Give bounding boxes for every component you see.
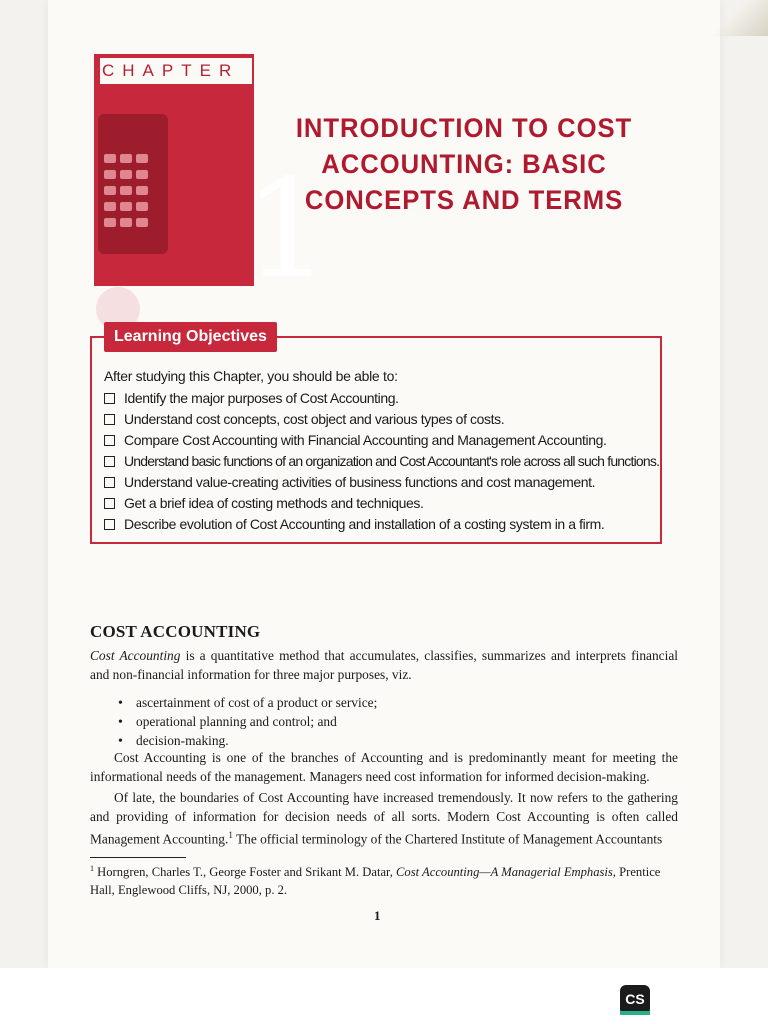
objective-item: Understand basic functions of an organization and Cost Accountant's role across all such functions. (104, 451, 659, 472)
checkbox-icon (104, 393, 115, 404)
calculator-illustration (94, 54, 254, 286)
objective-item: Identify the major purposes of Cost Accounting. (104, 388, 659, 409)
objective-item: Describe evolution of Cost Accounting and installation of a costing system in a firm. (104, 514, 659, 535)
list-item: • operational planning and control; and (118, 713, 377, 732)
objective-item: Understand cost concepts, cost object and various types of costs. (104, 409, 659, 430)
camscanner-badge[interactable]: CS (620, 985, 650, 1015)
checkbox-icon (104, 414, 115, 425)
objective-item: Understand value-creating activities of business functions and cost management. (104, 472, 659, 493)
section-heading: COST ACCOUNTING (90, 622, 261, 641)
page-corner-shadow (708, 0, 768, 36)
learning-objectives-list (104, 388, 659, 535)
list-item: • ascertainment of cost of a product or service; (118, 694, 377, 713)
intro-paragraph: Cost Accounting is a quantitative method that accumulates, classifies, summarizes and interprets financial and non-financial information for three major purposes, viz. (90, 648, 678, 682)
chapter-title (278, 110, 650, 218)
chapter-number: 1 (244, 151, 331, 309)
footnote-book-title: Cost Accounting—A Managerial Emphasis, (396, 865, 616, 880)
page-number: 1 (374, 908, 381, 923)
chapter-label: CHAPTER (100, 58, 252, 84)
list-item: • decision-making. (118, 732, 377, 751)
checkbox-icon (104, 498, 115, 509)
chapter-title-line: INTRODUCTION TO COST (295, 113, 633, 143)
badge-accent-bar (620, 1011, 650, 1015)
checkbox-icon (104, 456, 115, 467)
footnote: $^1$ Horngren, Charles T., George Foster and Srikant M. Datar, Cost Accounting—A Managerial Emphasis, Prentice Hall, Englewood Cliffs, NJ, 2000, p. 2. (90, 864, 661, 898)
objective-item: Compare Cost Accounting with Financial Accounting and Management Accounting. (104, 430, 659, 451)
checkbox-icon (104, 435, 115, 446)
footnote-ref: 1 (228, 830, 233, 840)
paragraph-3: Of late, the boundaries of Cost Accounting have increased tremendously. It now refers to the gathering and providing of information for decision needs of all sorts. Modern Cost Accounting is often called Management Accounting.$^1$ The official terminology of the Chartered Institute of Management Accountants (90, 790, 678, 847)
learning-objectives-heading: Learning Objectives (104, 322, 277, 352)
checkbox-icon (104, 519, 115, 530)
term-cost-accounting: Cost Accounting (90, 648, 181, 663)
learning-objectives-intro: After studying this Chapter, you should be able to: (104, 368, 398, 384)
viewer-footer (0, 968, 768, 1024)
objective-item: Get a brief idea of costing methods and techniques. (104, 493, 659, 514)
footnote-mark: 1 (90, 864, 94, 873)
checkbox-icon (104, 477, 115, 488)
paragraph-2: Cost Accounting is one of the branches of Accounting and is predominantly meant for meeting the informational needs of the management. Managers need cost information for informed decision-making. (90, 750, 678, 784)
purposes-list (118, 694, 377, 751)
footnote-divider (90, 857, 186, 858)
chapter-banner (94, 54, 331, 309)
chapter-title-line: CONCEPTS AND TERMS (304, 185, 624, 215)
chapter-title-line: ACCOUNTING: BASIC (321, 149, 607, 179)
